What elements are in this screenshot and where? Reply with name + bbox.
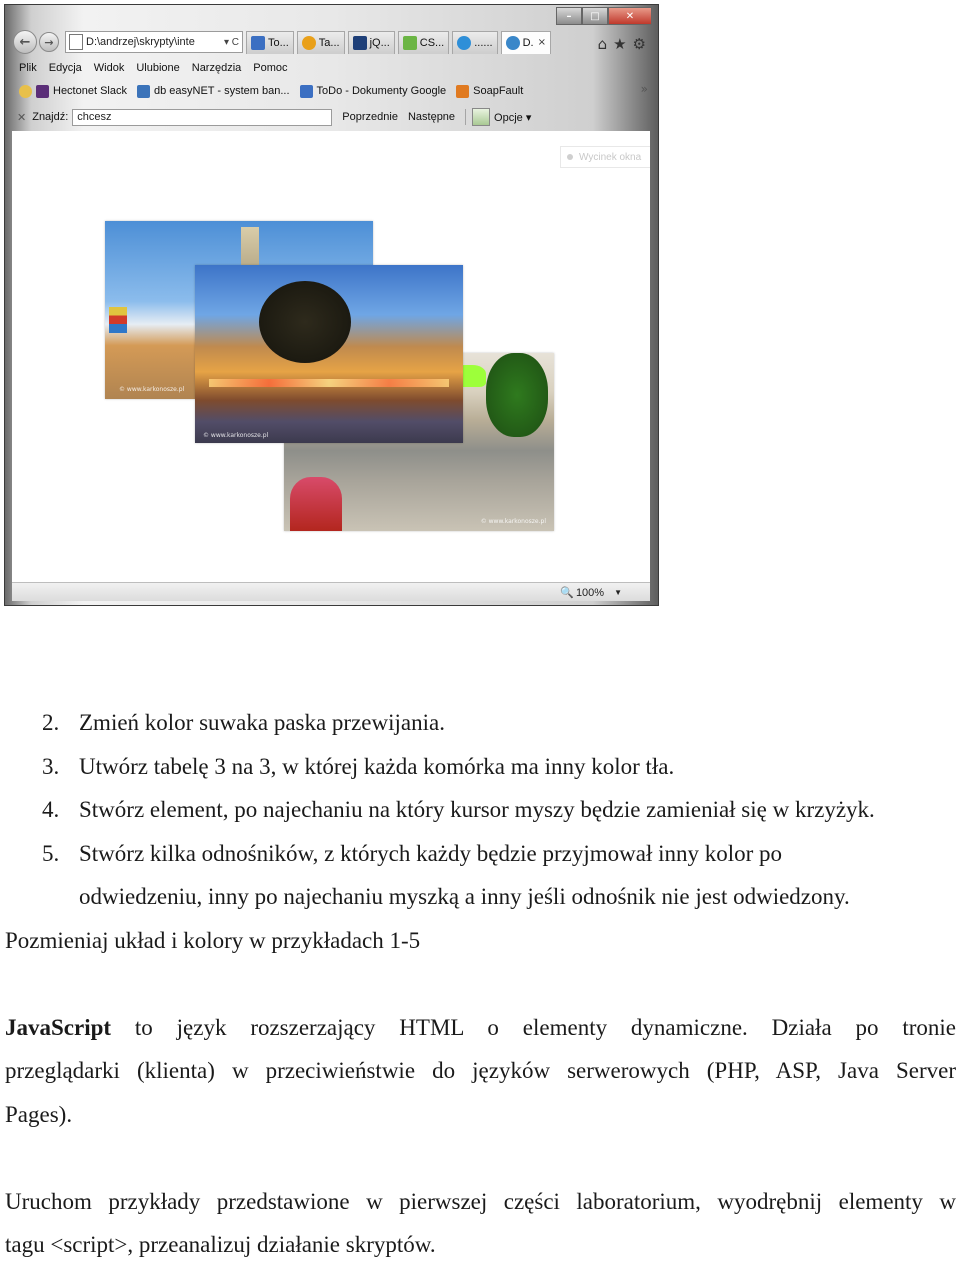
tab-label: CS... — [419, 36, 445, 49]
find-previous-button[interactable]: Poprzednie — [342, 111, 398, 123]
favorites-star-icon[interactable]: ★ — [613, 35, 627, 53]
tab-favicon-icon — [403, 36, 417, 50]
task-paragraph-line: Uruchom przykłady przedstawione w pierwszej części laboratorium, wyodrębnij elementy w — [5, 1189, 956, 1214]
gear-icon[interactable]: ⚙ — [632, 35, 646, 53]
favorite-hectonet-slack[interactable] — [36, 85, 127, 98]
note-paragraph: Pozmieniaj układ i kolory w przykładach 1-5 — [5, 928, 421, 953]
javascript-paragraph-line-2: przeglądarki (klienta) w przeciwieństwie do języków serwerowych (PHP, ASP, Java Server — [5, 1058, 956, 1083]
tree-shape — [259, 281, 351, 363]
flag-shape — [109, 307, 127, 333]
page-icon — [69, 34, 83, 50]
zoom-icon: 🔍 — [560, 587, 574, 599]
task-paragraph-line-2: tagu <script>, przeanalizuj działanie skryptów. — [5, 1232, 436, 1257]
favorite-label: Hectonet Slack — [53, 85, 127, 97]
find-bar — [13, 105, 648, 129]
menu-edycja[interactable]: Edycja — [48, 62, 82, 74]
favorite-label: db easyNET - system ban... — [153, 85, 290, 97]
soapfault-icon — [456, 85, 469, 98]
list-item — [42, 745, 674, 789]
photo-watermark: © www.karkonosze.pl — [480, 518, 546, 525]
tab-3[interactable] — [348, 31, 395, 54]
favorite-easynet[interactable] — [137, 85, 290, 98]
tab-label: ...... — [474, 36, 493, 49]
window-controls — [556, 7, 652, 25]
options-icon — [472, 108, 490, 126]
find-next-button[interactable]: Następne — [407, 111, 456, 123]
favorites-more-icon[interactable]: » — [640, 82, 648, 96]
tab-5[interactable] — [452, 31, 497, 54]
tab-favicon-icon — [457, 36, 471, 50]
javascript-paragraph-line — [5, 1006, 956, 1050]
lights-shape — [209, 379, 449, 387]
tab-active[interactable] — [501, 31, 551, 54]
list-item — [42, 701, 445, 745]
tab-favicon-icon — [302, 36, 316, 50]
list-item-continuation: odwiedzeniu, inny po najechaniu myszką a inny jeśli odnośnik nie jest odwiedzony. — [79, 884, 850, 909]
forward-icon[interactable]: → — [39, 32, 59, 52]
back-icon[interactable]: ← — [13, 30, 37, 54]
favorite-label: ToDo - Dokumenty Google — [316, 85, 447, 97]
tab-label: To... — [268, 36, 289, 49]
snip-icon — [567, 154, 573, 160]
minimize-button[interactable]: – — [556, 7, 582, 25]
tree-shape — [486, 353, 548, 437]
address-bar[interactable] — [65, 31, 243, 53]
tab-favicon-icon — [506, 36, 520, 50]
list-item — [42, 832, 782, 876]
favorites-bar — [13, 79, 648, 103]
list-number: 5. — [42, 841, 60, 866]
maximize-button[interactable]: □ — [582, 7, 608, 25]
list-number: 2. — [42, 710, 60, 735]
find-input[interactable]: chcesz — [72, 109, 332, 126]
menu-bar — [13, 57, 648, 79]
toolbar-divider — [465, 109, 466, 125]
javascript-line-1-text: to język rozszerzający HTML o elementy dynamiczne. Działa po tronie — [134, 1015, 957, 1040]
list-text: Zmień kolor suwaka paska przewijania. — [79, 710, 445, 735]
tab-4[interactable] — [398, 31, 449, 54]
tab-1[interactable] — [246, 31, 294, 54]
people-shape — [290, 477, 342, 531]
find-close-icon[interactable]: ✕ — [17, 111, 27, 124]
tab-label: Ta... — [318, 36, 340, 49]
menu-widok[interactable]: Widok — [93, 62, 125, 74]
navigation-row — [13, 29, 648, 55]
tab-label: D. — [522, 36, 534, 49]
favorite-soapfault[interactable] — [456, 85, 523, 98]
find-label: Znajdź: — [32, 111, 69, 123]
easynet-icon — [137, 85, 150, 98]
menu-ulubione[interactable]: Ulubione — [136, 62, 180, 74]
browser-screenshot — [4, 4, 659, 606]
favorite-label: SoapFault — [473, 85, 524, 97]
add-favorite-star-icon[interactable] — [19, 85, 32, 98]
zoom-control[interactable] — [560, 586, 622, 599]
snip-overlay — [560, 146, 650, 168]
status-bar — [12, 582, 650, 601]
snip-label: Wycinek okna — [579, 151, 642, 163]
tab-favicon-icon — [353, 36, 367, 50]
close-button[interactable]: ✕ — [608, 7, 652, 25]
zoom-level: 100% — [575, 586, 605, 599]
photo-watermark: © www.karkonosze.pl — [119, 386, 185, 393]
list-text: Stwórz kilka odnośników, z których każdy będzie przyjmował inny kolor po — [79, 841, 783, 866]
tab-2[interactable] — [297, 31, 345, 54]
slack-icon — [36, 85, 49, 98]
list-number: 4. — [42, 797, 60, 822]
menu-narzedzia[interactable]: Narzędzia — [191, 62, 242, 74]
photo-watermark: © www.karkonosze.pl — [203, 432, 269, 439]
list-text: Stwórz element, po najechaniu na który kursor myszy będzie zamieniał się w krzyżyk. — [79, 797, 875, 822]
menu-plik[interactable]: Plik — [19, 62, 37, 74]
home-icon[interactable]: ⌂ — [597, 35, 608, 53]
javascript-paragraph-line-3: Pages). — [5, 1102, 73, 1127]
address-controls[interactable]: ▾ C — [223, 36, 239, 48]
tab-favicon-icon — [251, 36, 265, 50]
list-text: Utwórz tabelę 3 na 3, w której każda komórka ma inny kolor tła. — [79, 754, 675, 779]
list-item — [42, 788, 875, 832]
tab-close-icon[interactable]: × — [537, 37, 546, 48]
google-docs-icon — [300, 85, 313, 98]
javascript-term: JavaScript — [5, 1015, 112, 1040]
list-number: 3. — [42, 754, 60, 779]
find-options-button[interactable]: Opcje ▾ — [494, 111, 532, 124]
photo-town-square-dusk[interactable] — [195, 265, 463, 443]
tab-label: jQ... — [369, 36, 390, 49]
favorite-todo[interactable] — [300, 85, 447, 98]
page-content — [12, 131, 650, 582]
address-text: D:\andrzej\skrypty\inte — [86, 36, 195, 48]
menu-pomoc[interactable]: Pomoc — [253, 62, 288, 74]
chevron-down-icon: ▼ — [614, 588, 622, 597]
toolbar-right-icons — [598, 35, 646, 53]
